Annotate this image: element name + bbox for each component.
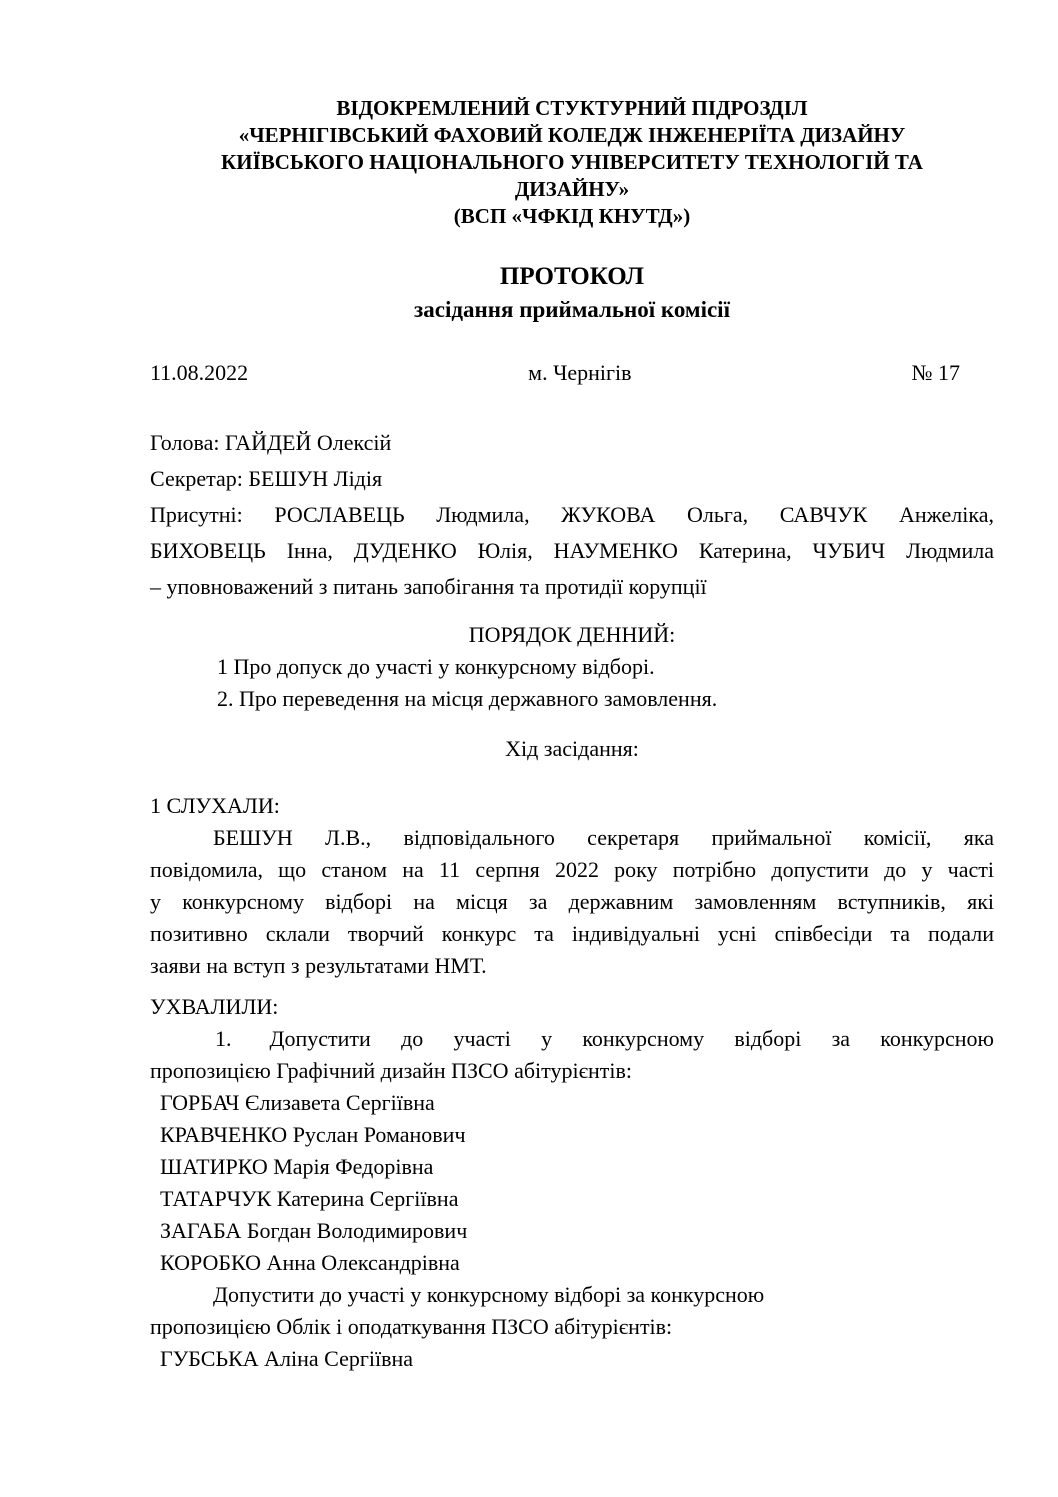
- document-number: № 17: [911, 360, 960, 385]
- resolved-section-heading: УХВАЛИЛИ:: [150, 994, 279, 1019]
- agenda-item: 2. Про переведення на місця державного замовлення.: [217, 686, 718, 711]
- applicant-name: ТАТАРЧУК Катерина Сергіївна: [160, 1186, 459, 1211]
- document-place: м. Чернігів: [528, 360, 632, 385]
- organization-header-line: КИЇВСЬКОГО НАЦІОНАЛЬНОГО УНІВЕРСИТЕТУ ТЕХНОЛОГІЙ ТА: [221, 150, 923, 174]
- agenda-item: 1 Про допуск до участі у конкурсному відборі.: [217, 654, 655, 679]
- heard-body-line: БЕШУН Л.В., відповідального секретаря приймальної комісії, яка: [213, 825, 994, 850]
- official-secretary: Секретар: БЕШУН Лідія: [150, 466, 383, 491]
- resolved-item-1-line: пропозицією Графічний дизайн ПЗСО абітурієнтів:: [150, 1058, 633, 1083]
- organization-header-line: ДИЗАЙНУ»: [514, 177, 630, 201]
- organization-header-line: «ЧЕРНІГІВСЬКИЙ ФАХОВИЙ КОЛЕДЖ ІНЖЕНЕРІЇТА ДИЗАЙНУ: [238, 123, 906, 147]
- resolved-item-1-line: [150, 1023, 994, 1055]
- graphic-design-applicants-list: [150, 1087, 994, 1279]
- officials-present-line: – уповноважений з питань запобігання та протидії корупції: [150, 574, 707, 599]
- applicant-name: КОРОБКО Анна Олександрівна: [160, 1250, 460, 1275]
- meta-row: [150, 358, 994, 388]
- applicant-name: КРАВЧЕНКО Руслан Романович: [160, 1122, 466, 1147]
- heard-body-line: у конкурсному відборі на місця за державним замовленням вступників, які: [150, 889, 994, 914]
- resolved-item-2-line: Допустити до участі у конкурсному відборі за конкурсною: [213, 1282, 765, 1307]
- applicant-name: ГУБСЬКА Аліна Сергіївна: [160, 1346, 414, 1371]
- agenda-heading: ПОРЯДОК ДЕННИЙ:: [468, 622, 676, 647]
- heard-body-line: заяви на вступ з результатами НМТ.: [150, 953, 487, 978]
- heard-section-heading: 1 СЛУХАЛИ:: [150, 793, 280, 818]
- resolved-item-2-line: пропозицією Облік і оподаткування ПЗСО абітурієнтів:: [150, 1314, 673, 1339]
- applicant-name: ГОРБАЧ Єлизавета Сергіївна: [160, 1090, 435, 1115]
- document-date: 11.08.2022: [150, 360, 249, 385]
- resolved-item-1-text: Допустити до участі у конкурсному відборі за конкурсною: [269, 1026, 994, 1051]
- document-title: ПРОТОКОЛ: [499, 263, 645, 290]
- officials-block: [150, 425, 994, 605]
- organization-abbreviation-line: (ВСП «ЧФКІД КНУТД»): [453, 204, 691, 228]
- official-head: Голова: ГАЙДЕЙ Олексій: [150, 430, 392, 455]
- heard-body-line: повідомила, що станом на 11 серпня 2022 року потрібно допустити до у часті: [150, 857, 994, 882]
- proceedings-heading: Хід засідання:: [505, 736, 639, 761]
- resolved-item-1-number: 1.: [215, 1026, 232, 1051]
- applicant-name: ЗАГАБА Богдан Володимирович: [160, 1218, 468, 1243]
- officials-present-line: БИХОВЕЦЬ Інна, ДУДЕНКО Юлія, НАУМЕНКО Катерина, ЧУБИЧ Людмила: [150, 538, 994, 563]
- officials-present-line: Присутні: РОСЛАВЕЦЬ Людмила, ЖУКОВА Ольга, САВЧУК Анжеліка,: [150, 502, 994, 527]
- organization-header: [150, 95, 994, 230]
- heard-section-body: [150, 822, 994, 982]
- document-subtitle: засідання приймальної комісії: [414, 297, 730, 322]
- accounting-applicants-list: [150, 1343, 994, 1375]
- organization-header-line: ВІДОКРЕМЛЕНИЙ СТУКТУРНИЙ ПІДРОЗДІЛ: [336, 96, 808, 120]
- heard-body-line: позитивно склали творчий конкурс та індивідуальні усні співбесіди та подали: [150, 921, 994, 946]
- applicant-name: ШАТИРКО Марія Федорівна: [160, 1154, 434, 1179]
